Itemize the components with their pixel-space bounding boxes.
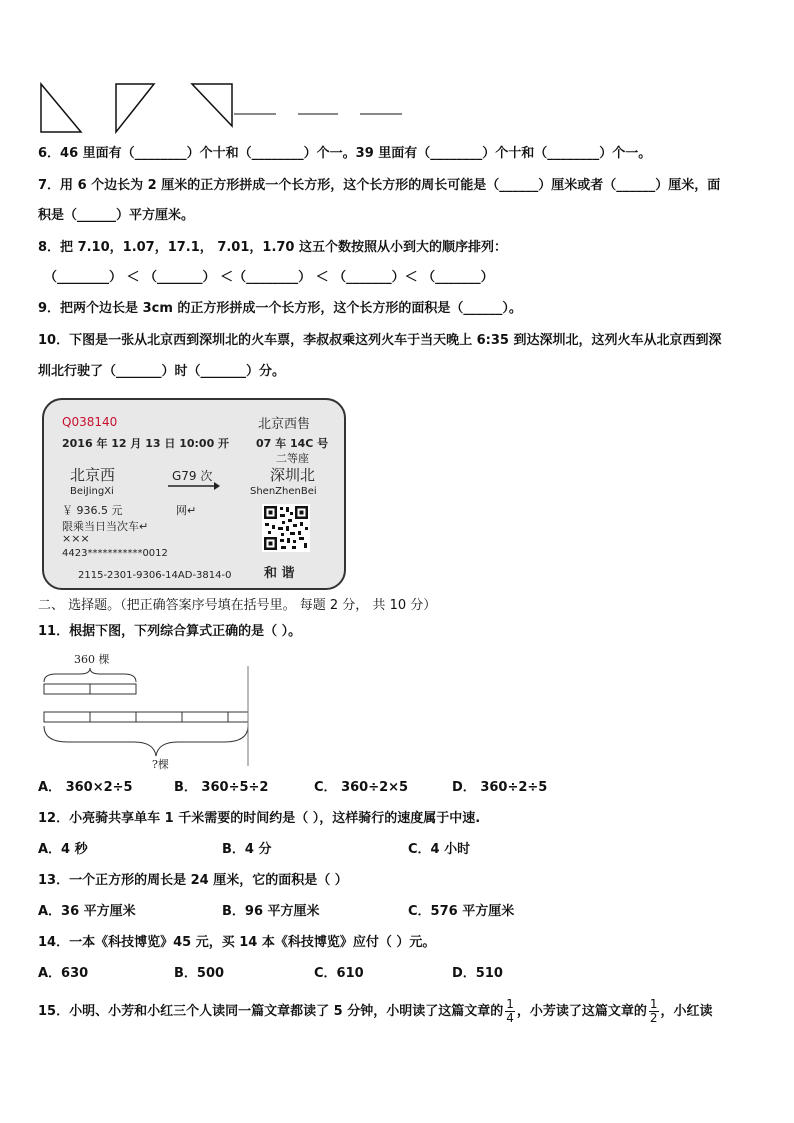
option-b[interactable]: B．4 分 [222,842,272,857]
option-d[interactable]: D． 360÷2÷5 [452,780,548,795]
question-15 [38,998,713,1026]
ticket-to-pinyin: ShenZhenBei [250,486,317,497]
fraction-one-quarter [505,998,515,1025]
question-14-options [38,965,598,983]
ticket-train: G79 次 [172,469,213,483]
ticket-to: 深圳北 [270,466,316,484]
qr-code-icon [262,504,310,552]
option-b[interactable]: B．96 平方厘米 [222,904,320,919]
option-b[interactable]: B． 360÷5÷2 [174,780,269,795]
question-11-stem: 11．根据下图，下列综合算式正确的是（ ）。 [38,624,302,639]
question-15-part1: 15．小明、小芳和小红三个人读同一篇文章都读了 5 分钟，小明读了这篇文章的 [38,1004,504,1019]
segment-diagram [38,666,254,770]
fraction-denominator: 4 [506,1011,514,1025]
ticket-from: 北京西 [70,466,116,484]
ticket-price: ￥ 936.5 元 [62,504,123,517]
question-12-stem: 12．小亮骑共享单车 1 千米需要的时间约是（ ），这样骑行的速度属于中速. [38,811,481,826]
question-9: 9．把两个边长是 3cm 的正方形拼成一个长方形，这个长方形的面积是（______）。 [38,301,522,316]
fraction-numerator: 1 [506,997,514,1011]
ticket-seat: 07 车 14C 号 [256,437,329,450]
ticket-seat-class: 二等座 [276,452,309,465]
ticket-name: ××× [62,532,90,545]
right-triangle-2 [116,84,154,132]
option-a[interactable]: A．4 秒 [38,842,88,857]
section-2-heading: 二、 选择题。（把正确答案序号填在括号里。 每题 2 分， 共 10 分） [38,598,437,613]
ticket-net: 网↵ [176,504,197,517]
option-c[interactable]: C．576 平方厘米 [408,904,515,919]
question-15-part2: ，小芳读了这篇文章的 [516,1004,647,1019]
option-a[interactable]: A．630 [38,966,89,981]
ticket-id: 4423***********0012 [62,548,168,559]
question-13-stem: 13．一个正方形的周长是 24 厘米，它的面积是（ ） [38,873,348,888]
right-triangle-1 [41,84,81,132]
ticket-from-pinyin: BeiJingXi [70,486,114,497]
fraction-one-half [649,998,659,1025]
question-10-line2: 圳北行驶了（_______）时（_______）分。 [38,364,286,379]
question-10-line1: 10．下图是一张从北京西到深圳北的火车票，李叔叔乘这列火车于当天晚上 6:35 到达深圳北，这列火车从北京西到深 [38,333,722,348]
train-ticket [42,398,346,590]
question-12-options [38,841,598,859]
question-14-stem: 14．一本《科技博览》45 元，买 14 本《科技博览》应付（ ）元。 [38,935,436,950]
question-8-line2: （________） ＜ （_______） ＜（________） ＜ （_______）＜ （_______） [44,270,494,285]
triangle-figures [36,80,416,136]
option-a[interactable]: A．36 平方厘米 [38,904,136,919]
ticket-datetime: 2016 年 12 月 13 日 10:00 开 [62,437,230,450]
bottom-brace [44,726,248,756]
question-7-line1: 7．用 6 个边长为 2 厘米的正方形拼成一个长方形，这个长方形的周长可能是（______）厘米或者（______）厘米，面 [38,178,721,193]
option-b[interactable]: B．500 [174,966,225,981]
question-11-options [38,779,598,797]
right-triangle-3 [192,84,232,126]
option-c[interactable]: C．610 [314,966,364,981]
top-brace [44,668,136,682]
diagram-top-label: 360 棵 [74,653,110,666]
diagram-bottom-label: ?棵 [152,758,169,771]
fraction-denominator: 2 [649,1011,658,1025]
ticket-seller: 北京西售 [258,417,311,432]
fraction-numerator: 1 [649,997,658,1011]
option-c[interactable]: C． 360÷2×5 [314,780,409,795]
option-a[interactable]: A． 360×2÷5 [38,780,133,795]
question-6: 6．46 里面有（________）个十和（________）个一。39 里面有（________）个十和（________）个一。 [38,146,652,161]
ticket-code: Q038140 [62,415,118,429]
question-13-options [38,903,598,921]
question-7-line2: 积是（______）平方厘米。 [38,208,195,223]
long-bar [44,712,248,722]
direction-arrow-icon [168,482,220,490]
question-15-part3: ，小红读 [660,1004,713,1019]
ticket-serial: 2115-2301-9306-14AD-3814-0 [78,570,232,581]
ticket-note: 限乘当日当次车↵ [62,520,149,533]
option-d[interactable]: D．510 [452,966,503,981]
question-8-line1: 8．把 7.10，1.07，17.1， 7.01，1.70 这五个数按照从小到大的顺序排列： [38,240,507,255]
option-c[interactable]: C．4 小时 [408,842,471,857]
ticket-slogan: 和 谐 [264,566,295,581]
